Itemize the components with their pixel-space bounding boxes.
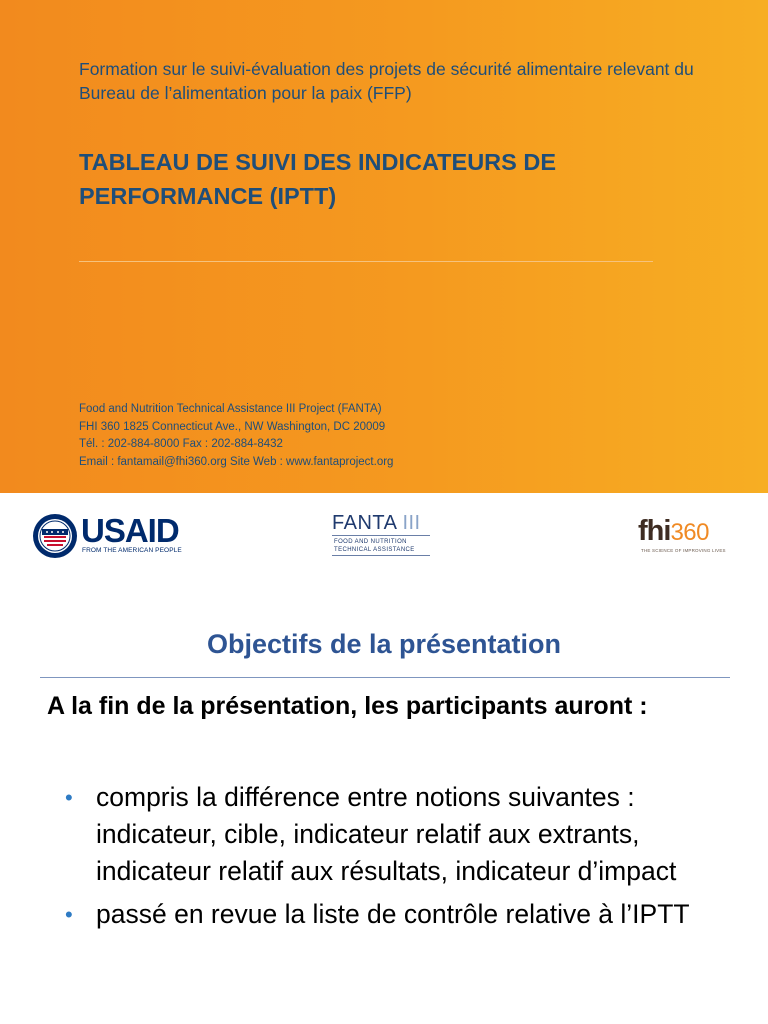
- contact-email-web: Email : fantamail@fhi360.org Site Web : www.fantaproject.org: [79, 455, 394, 468]
- objectives-list: [65, 779, 735, 939]
- logo-band: [0, 493, 768, 585]
- slide-subtitle: Formation sur le suivi-évaluation des projets de sécurité alimentaire relevant du Bureau de l’alimentation pour la paix (FFP): [79, 59, 694, 103]
- fanta-logo: [332, 512, 432, 562]
- list-item: [65, 896, 735, 933]
- fanta-name: FANTA: [332, 512, 397, 534]
- title-slide: [0, 0, 768, 493]
- fanta-tagline-1: FOOD AND NUTRITION: [334, 539, 407, 545]
- fanta-wordmark: [332, 512, 421, 534]
- objectives-title: Objectifs de la présentation: [206, 629, 562, 659]
- usaid-tagline: FROM THE AMERICAN PEOPLE: [82, 547, 182, 554]
- fhi360-logo: [638, 515, 738, 560]
- list-item: [65, 779, 735, 890]
- objectives-slide: [0, 585, 768, 1024]
- bullet-icon: •: [65, 785, 73, 810]
- contact-project: Food and Nutrition Technical Assistance III Project (FANTA): [79, 403, 382, 415]
- fhi-name: fhi: [638, 515, 671, 547]
- bullet-text: compris la différence entre notions suivantes : indicateur, cible, indicateur relatif aux extrants, indicateur relatif aux résultats, indicateur d’impact: [96, 782, 677, 886]
- fanta-divider: [332, 535, 430, 536]
- contact-address: FHI 360 1825 Connecticut Ave., NW Washington, DC 20009: [79, 420, 386, 433]
- title-divider: [79, 261, 653, 262]
- fhi360-tagline: THE SCIENCE OF IMPROVING LIVES: [641, 548, 726, 553]
- usaid-seal-icon: [32, 513, 78, 559]
- fanta-tagline-2: TECHNICAL ASSISTANCE: [334, 547, 415, 553]
- contact-phone: Tél. : 202-884-8000 Fax : 202-884-8432: [79, 438, 283, 450]
- contact-block: [79, 401, 393, 471]
- fhi360-wordmark: [638, 515, 709, 549]
- fhi-number: 360: [670, 519, 709, 546]
- objectives-lead: A la fin de la présentation, les participants auront :: [47, 692, 648, 720]
- bullet-text: passé en revue la liste de contrôle relative à l’IPTT: [96, 899, 690, 929]
- fanta-divider-bottom: [332, 555, 430, 556]
- fanta-tagline: [334, 538, 415, 554]
- slide-main-title: TABLEAU DE SUIVI DES INDICATEURS DE PERFORMANCE (IPTT): [79, 149, 556, 209]
- usaid-wordmark: USAID: [81, 512, 179, 549]
- usaid-logo: [32, 513, 192, 563]
- fanta-numeral: III: [402, 512, 421, 534]
- bullet-icon: •: [65, 902, 73, 927]
- objectives-divider: [40, 677, 730, 678]
